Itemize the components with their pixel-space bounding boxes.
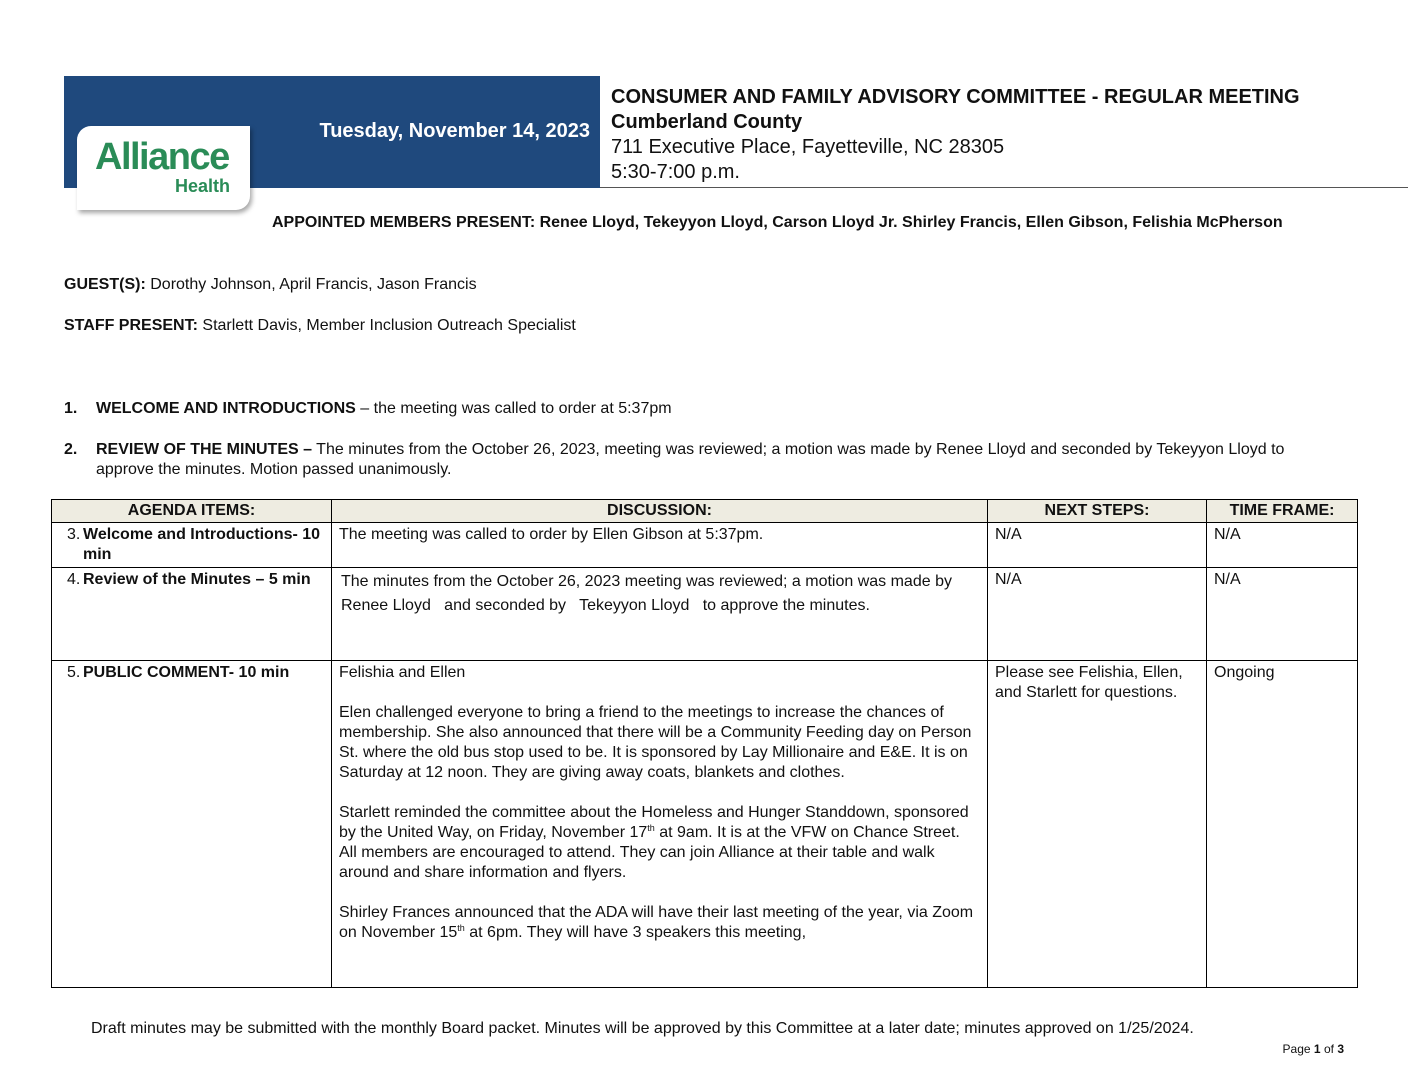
agenda-item-title: Review of the Minutes – 5 min (83, 571, 311, 588)
discussion-paragraph: Felishia and Ellen (339, 664, 466, 681)
page-current: 1 (1313, 1042, 1321, 1056)
numbered-item (64, 440, 1344, 480)
meeting-time: 5:30-7:00 p.m. (611, 161, 740, 183)
discussion-text: at 6pm. They will have 3 speakers this meeting, (464, 924, 807, 941)
item-number: 2. (64, 441, 78, 458)
discussion-cell (332, 661, 988, 988)
table-header-row (52, 500, 1358, 523)
discussion-text: at 9am. It is at the VFW on Chance Street. All members are encouraged to attend. They can join Alliance at their table and walk around and share information and flyers. (339, 824, 960, 881)
item-title: REVIEW OF THE MINUTES – (96, 441, 313, 458)
page-word: Page (1282, 1042, 1311, 1056)
meeting-county: Cumberland County (611, 111, 803, 133)
agenda-item-cell (52, 661, 332, 988)
header-agenda-items: AGENDA ITEMS: (52, 500, 332, 523)
table-row (52, 661, 1358, 988)
agenda-item-number: 3. (67, 526, 81, 543)
alliance-health-logo (77, 126, 250, 210)
item-number: 1. (64, 400, 78, 417)
agenda-item-cell (52, 568, 332, 661)
guests-label: GUEST(S): (64, 276, 146, 293)
logo-sub-text: Health (174, 176, 230, 196)
discussion-cell: The meeting was called to order by Ellen Gibson at 5:37pm. (332, 523, 988, 568)
meeting-info (611, 85, 1391, 185)
next-steps-cell: N/A (988, 523, 1207, 568)
appointed-names: Renee Lloyd, Tekeyyon Lloyd, Carson Lloyd Jr. Shirley Francis, Ellen Gibson, Felishia McPherson (539, 214, 1283, 231)
agenda-item-title: Welcome and Introductions- 10 min (83, 526, 321, 563)
agenda-item-number: 5. (67, 664, 81, 681)
discussion-paragraph (339, 803, 980, 883)
header-rule (600, 187, 1408, 188)
item-text: – the meeting was called to order at 5:37pm (355, 400, 672, 417)
discussion-paragraph (339, 903, 980, 943)
meeting-date: Tuesday, November 14, 2023 (319, 120, 590, 142)
time-frame-cell: Ongoing (1207, 661, 1358, 988)
meeting-address: 711 Executive Place, Fayetteville, NC 28305 (611, 136, 1005, 158)
page-number (1283, 1042, 1344, 1056)
footer-note: Draft minutes may be submitted with the monthly Board packet. Minutes will be approved by this Committee at a later date; minutes approved on 1/25/2024. (91, 1020, 1194, 1037)
time-frame-cell: N/A (1207, 568, 1358, 661)
agenda-item-cell (52, 523, 332, 568)
guests-names: Dorothy Johnson, April Francis, Jason Francis (150, 276, 477, 293)
appointed-members (272, 212, 1343, 233)
table-row (52, 568, 1358, 661)
agenda-item-title: PUBLIC COMMENT- 10 min (83, 664, 290, 681)
discussion-text: Starlett reminded the committee about the Homeless and Hunger Standdown, sponsored by the United Way, on Friday, November 17 (339, 804, 969, 841)
header-discussion: DISCUSSION: (332, 500, 988, 523)
page-total: 3 (1337, 1042, 1344, 1056)
staff-label: STAFF PRESENT: (64, 317, 198, 334)
banner-divider (600, 76, 601, 188)
page-of: of (1323, 1042, 1334, 1056)
header-next-steps: NEXT STEPS: (988, 500, 1207, 523)
header-time-frame: TIME FRAME: (1207, 500, 1358, 523)
staff-line (64, 316, 576, 336)
meeting-title: CONSUMER AND FAMILY ADVISORY COMMITTEE - REGULAR MEETING (611, 86, 1300, 108)
guests-line (64, 275, 477, 295)
time-frame-cell: N/A (1207, 523, 1358, 568)
discussion-paragraph: Elen challenged everyone to bring a friend to the meetings to increase the chances of membership. She also announced that there will be a Community Feeding day on Person St. where the old bus stop used to be. It is sponsored by Lay Millionaire and E&E. It is on Saturday at 12 noon. They are giving away coats, blankets and clothes. (339, 704, 972, 781)
agenda-item-number: 4. (67, 571, 81, 588)
table-row (52, 523, 1358, 568)
item-text: The minutes from the October 26, 2023, meeting was reviewed; a motion was made by Renee Lloyd and seconded by Tekeyyon Lloyd to approve the minutes. Motion passed unanimously. (96, 441, 1285, 478)
item-title: WELCOME AND INTRODUCTIONS (96, 400, 356, 417)
agenda-table (51, 499, 1358, 988)
discussion-text: Shirley Frances announced that the ADA will have their last meeting of the year, via Zoom on November 15 (339, 904, 974, 941)
ordinal-suffix: th (647, 823, 655, 833)
appointed-label: APPOINTED MEMBERS PRESENT: (272, 214, 536, 231)
staff-names: Starlett Davis, Member Inclusion Outreach Specialist (202, 317, 576, 334)
numbered-item (64, 399, 1344, 419)
discussion-cell: The minutes from the October 26, 2023 meeting was reviewed; a motion was made by Renee Lloyd and seconded by Tekeyyon Lloyd to approve the minutes. (332, 568, 988, 661)
next-steps-cell: Please see Felishia, Ellen, and Starlett for questions. (988, 661, 1207, 988)
logo-main-text: Alliance (95, 136, 229, 178)
next-steps-cell: N/A (988, 568, 1207, 661)
ordinal-suffix: th (457, 923, 465, 933)
